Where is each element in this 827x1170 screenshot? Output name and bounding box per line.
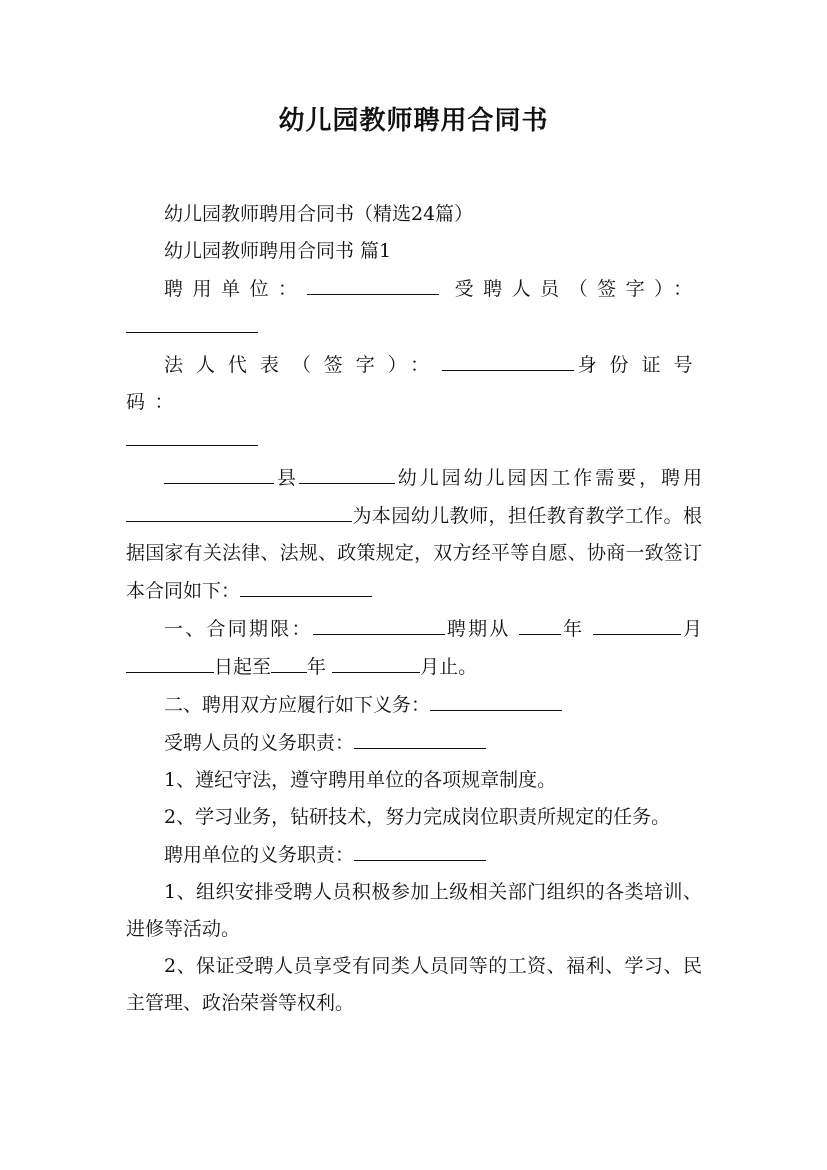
employer-duties-blank [354,836,486,861]
employer-blank [307,270,439,295]
employee-duty-1: 1、遵纪守法，遵守聘用单位的各项规章制度。 [164,769,557,791]
document-body [126,196,702,1022]
contract-term: 一、合同期限： 聘期从 年 月日起至 年 月止。 [126,610,702,686]
end-month-blank [332,648,420,673]
kindergarten-blank [299,459,395,484]
term-blank [313,610,445,635]
employee-signature-label: 受聘人员（签字）： [454,278,702,300]
employer-employee-line [126,270,702,308]
employer-duty-1: 1、组织安排受聘人员积极参加上级相关部门组织的各类培训、进修等活动。 [126,881,702,940]
employee-duties-label: 受聘人员的义务职责： [126,724,702,762]
teacher-name-blank [126,497,352,522]
employee-signature-blank [126,308,258,333]
id-number-label: 身份证号码： [126,354,702,413]
employee-signature-line [126,308,702,346]
legal-rep-line [126,346,702,421]
legal-rep-blank [442,346,574,371]
start-year-blank [519,610,561,635]
employer-duty-2: 2、保证受聘人员享受有同类人员同等的工资、福利、学习、民主管理、政治荣誉等权利。 [126,955,702,1014]
intro-blank [240,572,372,597]
duties-heading: 二、聘用双方应履行如下义务： [126,686,702,724]
employee-duties-blank [354,724,486,749]
start-day-blank [126,648,214,673]
id-number-line [126,421,702,459]
employer-duties-label: 聘用单位的义务职责： [126,836,702,874]
intro-paragraph: 县 幼儿园幼儿园因工作需要，聘用为本园幼儿教师，担任教育教学工作。根据国家有关法律、法规、政策规定，双方经平等自愿、协商一致签订本合同如下： [126,459,702,610]
employer-label: 聘用单位： [164,278,307,300]
duties-blank [430,686,562,711]
start-month-blank [593,610,681,635]
document-title: 幼儿园教师聘用合同书 [278,106,549,136]
end-year-blank [271,648,307,673]
employee-duty-2: 2、学习业务，钻研技术，努力完成岗位职责所规定的任务。 [164,806,671,828]
legal-rep-label: 法人代表（签字）： [164,354,443,376]
id-number-blank [126,421,258,446]
county-blank [164,459,274,484]
section-heading: 幼儿园教师聘用合同书 篇1 [164,240,392,262]
subtitle: 幼儿园教师聘用合同书（精选24篇） [164,203,474,225]
